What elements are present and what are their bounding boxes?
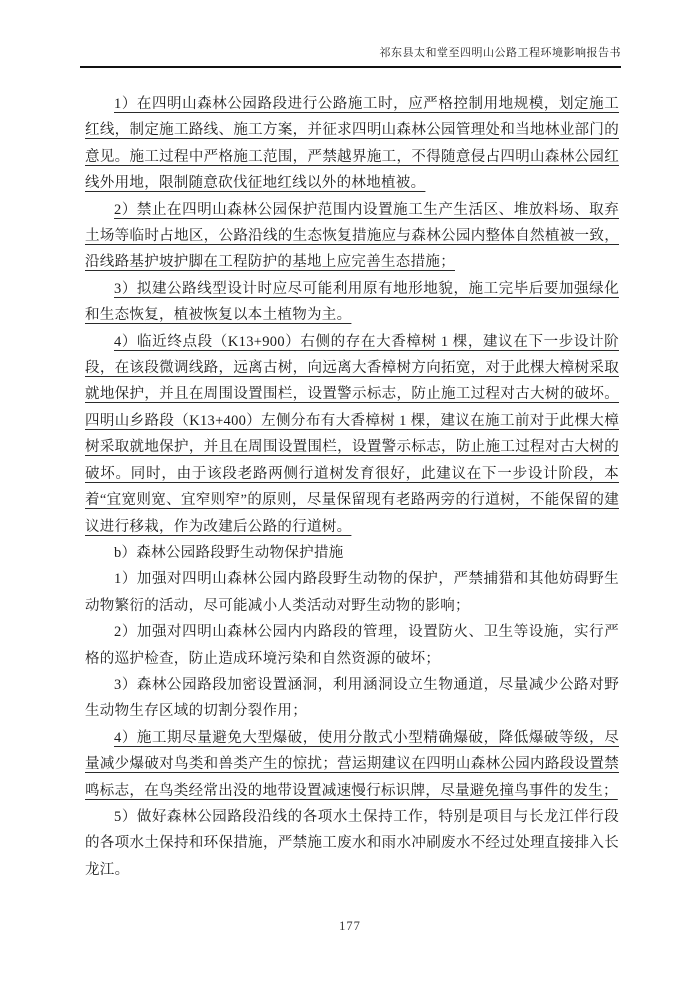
header-divider [80,66,621,68]
paragraph-10: 5）做好森林公园路段沿线的各项水土保持工作，特别是项目与长龙江伴行段的各项水土保持和环保措施，严禁施工废水和雨水冲刷废水不经过处理直接排入长龙江。 [85,808,619,878]
paragraph-3: 3）拟建公路线型设计时应尽可能利用原有地形地貌，施工完毕后要加强绿化和生态恢复，植被恢复以本土植物为主。 [85,280,619,324]
paragraph-5: b）森林公园路段野生动物保护措施 [114,544,344,561]
paragraph-8: 3）森林公园路段加密设置涵洞，利用涵洞设立生物通道，尽量减少公路对野生动物生存区域的切割分裂作用； [85,676,619,720]
document-body [85,91,619,883]
paragraph-2: 2）禁止在四明山森林公园保护范围内设置施工生产生活区、堆放料场、取弃土场等临时占地区，公路沿线的生态恢复措施应与森林公园内整体自然植被一致，沿线路基护坡护脚在工程防护的基地上应完善生态措施； [85,201,619,271]
paragraph-6: 1）加强对四明山森林公园内路段野生动物的保护，严禁捕猎和其他妨碍野生动物繁衍的活动，尽可能减小人类活动对野生动物的影响； [85,571,619,614]
paragraph-4: 4）临近终点段（K13+900）右侧的存在大香樟树 1 棵，建议在下一步设计阶段，在该段微调线路，远离古树，向远离大香樟树方向拓宽，对于此棵大樟树采取就地保护，并且在周围设置围栏，设置警示标志，防止施工过程对古大树的破坏。四明山乡路段（K13+400）左侧分布有大香樟树 1 棵，建议在施工前对于此棵大樟树采取就地保护，并且在周围设置围栏，设置警示标志，防止施工过程对古大树的破坏。同时，由于该段老路两侧行道树发育很好，此建议在下一步设计阶段，本着“宜宽则宽、宜窄则窄”的原则，尽量保留现有老路两旁的行道树，不能保留的建议进行移栽，作为改建后公路的行道树。 [85,333,619,535]
page-number: 177 [339,919,361,933]
paragraph-7: 2）加强对四明山森林公园内内路段的管理，设置防火、卫生等设施，实行严格的巡护检查，防止造成环境污染和自然资源的破坏； [85,624,619,667]
paragraph-9: 4）施工期尽量避免大型爆破，使用分散式小型精确爆破，降低爆破等级，尽量减少爆破对鸟类和兽类产生的惊扰；营运期建议在四明山森林公园内路段设置禁鸣标志，在鸟类经常出没的地带设置减速慢行标识牌，尽量避免撞鸟事件的发生； [85,729,619,799]
report-title: 祁东县太和堂至四明山公路工程环境影响报告书 [379,47,621,59]
page-footer [0,919,700,934]
paragraph-1: 1）在四明山森林公园路段进行公路施工时，应严格控制用地规模，划定施工红线，制定施工路线、施工方案，并征求四明山森林公园管理处和当地林业部门的意见。施工过程中严格施工范围，严禁越界施工，不得随意侵占四明山森林公园红线外用地，限制随意砍伐征地红线以外的林地植被。 [85,96,619,192]
page-header [80,44,621,60]
